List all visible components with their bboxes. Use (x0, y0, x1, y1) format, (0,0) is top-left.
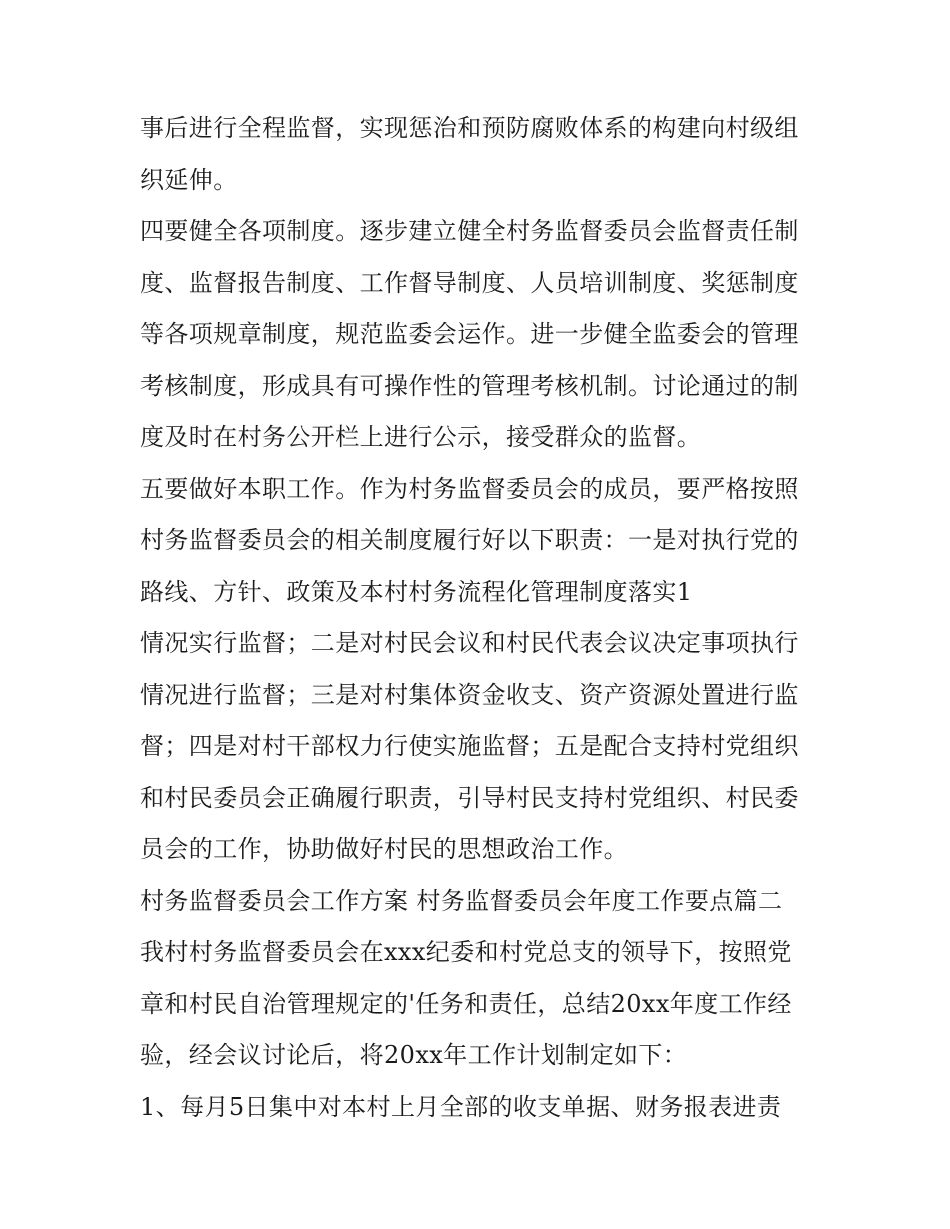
text-line: 和村民委员会正确履行职责，引导村民支持村党组织、村民委 (140, 783, 799, 812)
text-line: 情况进行监督；三是对村集体资金收支、资产资源处置进行监 (140, 680, 799, 709)
text-line: 验，经会议讨论后，将20xx年工作计划制定如下： (140, 1041, 688, 1069)
text-line: 四要健全各项制度。逐步建立健全村务监督委员会监督责任制 (140, 217, 799, 245)
text-line: 度、监督报告制度、工作督导制度、人员培训制度、奖惩制度 (140, 268, 799, 297)
text-line: 村务监督委员会工作方案 村务监督委员会年度工作要点篇二 (140, 886, 783, 915)
document-body (140, 103, 830, 1133)
text-line: 度及时在村务公开栏上进行公示，接受群众的监督。 (140, 423, 702, 451)
text-line: 路线、方针、政策及本村村务流程化管理制度落实1 (140, 577, 693, 606)
text-line: 村务监督委员会的相关制度履行好以下职责：一是对执行党的 (140, 526, 799, 554)
text-line: 事后进行全程监督，实现惩治和预防腐败体系的构建向村级组 (140, 114, 799, 142)
text-line: 督；四是对村干部权力行使实施监督；五是配合支持村党组织 (140, 732, 799, 760)
text-line: 1、每月5日集中对本村上月全部的收支单据、财务报表进责 (140, 1092, 782, 1121)
text-line: 我村村务监督委员会在xxx纪委和村党总支的领导下，按照党 (140, 938, 792, 966)
text-line: 织延伸。 (140, 165, 238, 194)
text-line: 员会的工作，协助做好村民的思想政治工作。 (140, 835, 628, 863)
text-line: 等各项规章制度，规范监委会运作。进一步健全监委会的管理 (140, 320, 799, 348)
text-line: 考核制度，形成具有可操作性的管理考核机制。讨论通过的制 (140, 371, 799, 400)
text-line: 五要做好本职工作。作为村务监督委员会的成员，要严格按照 (140, 474, 799, 503)
text-line: 章和村民自治管理规定的'任务和责任，总结20xx年度工作经 (140, 989, 792, 1018)
text-line: 情况实行监督；二是对村民会议和村民代表会议决定事项执行 (140, 629, 799, 657)
